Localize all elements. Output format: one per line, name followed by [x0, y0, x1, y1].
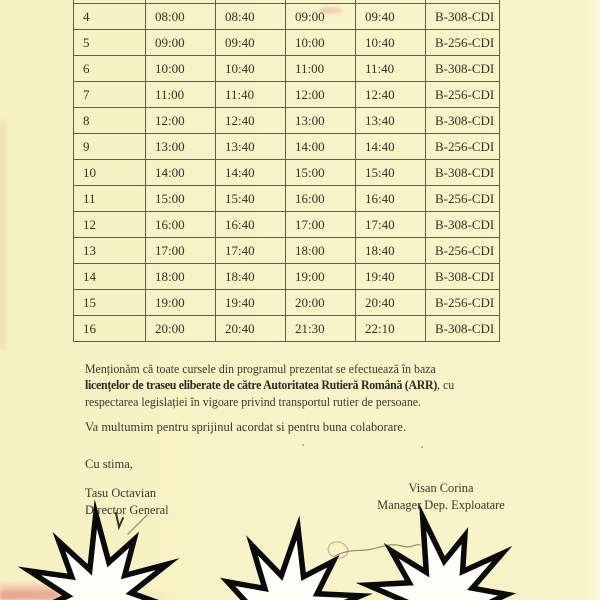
table-cell: 17:40: [216, 238, 286, 264]
table-cell: 20:00: [286, 290, 356, 316]
table-cell: 10:40: [356, 30, 426, 56]
table-cell: B-308-CDI: [426, 316, 500, 342]
table-cell: B-256-CDI: [426, 30, 500, 56]
redaction-star: [368, 517, 513, 600]
table-cell: 22:10: [356, 316, 426, 342]
table-cell: 12: [74, 212, 146, 238]
table-cell: 09:00: [286, 4, 356, 30]
table-cell: 14:00: [146, 160, 216, 186]
table-cell: 16:00: [146, 212, 216, 238]
table-cell: 13:00: [146, 134, 216, 160]
table-cell: 08:00: [146, 4, 216, 30]
table-cell: B-308-CDI: [426, 56, 500, 82]
table-cell: 11:00: [146, 82, 216, 108]
table-cell: 11:40: [356, 56, 426, 82]
table-cell: 09:00: [146, 30, 216, 56]
table-cell: 6: [74, 56, 146, 82]
table-cell: 10:00: [146, 56, 216, 82]
table-cell: 12:00: [146, 108, 216, 134]
table-cell: 11:40: [216, 82, 286, 108]
table-cell: 15:00: [286, 160, 356, 186]
table-cell: 11: [74, 186, 146, 212]
table-cell: 15: [74, 290, 146, 316]
table-cell: 14:00: [286, 134, 356, 160]
table-cell: B-308-CDI: [426, 212, 500, 238]
redaction-stars: [29, 514, 512, 600]
table-cell: 12:00: [286, 82, 356, 108]
table-cell: B-308-CDI: [426, 264, 500, 290]
redaction-star: [29, 514, 167, 600]
table-cell: B-256-CDI: [426, 134, 500, 160]
table-cell: 4: [74, 4, 146, 30]
closing-line: Cu stima,: [85, 457, 133, 471]
table-cell: 18:40: [356, 238, 426, 264]
table-cell: 15:40: [216, 186, 286, 212]
table-cell: 8: [74, 108, 146, 134]
table-cell: 16:40: [216, 212, 286, 238]
table-cell: 17:00: [146, 238, 216, 264]
table-cell: 13:40: [356, 108, 426, 134]
table-cell: 10:00: [286, 30, 356, 56]
table-cell: 19:40: [216, 290, 286, 316]
signer-name: Visan Corina: [408, 481, 474, 495]
table-cell: 09:40: [216, 30, 286, 56]
signer-name: Tasu Octavian: [85, 486, 157, 500]
table-cell: B-256-CDI: [426, 290, 500, 316]
pen-marks: [116, 444, 423, 560]
table-cell: 10: [74, 160, 146, 186]
table-cell: B-256-CDI: [426, 238, 500, 264]
table-cell: 19:00: [146, 290, 216, 316]
table-cell: 12:40: [356, 82, 426, 108]
table-cell: 16:00: [286, 186, 356, 212]
table-cell: 20:00: [146, 316, 216, 342]
table-cell: 20:40: [356, 290, 426, 316]
table-cell: 15:00: [146, 186, 216, 212]
table-cell: 15:40: [356, 160, 426, 186]
table-cell: 5: [74, 30, 146, 56]
table-cell: 16: [74, 316, 146, 342]
table-cell: 18:40: [216, 264, 286, 290]
table-cell: 14: [74, 264, 146, 290]
table-cell: 18:00: [286, 238, 356, 264]
table-cell: 17:00: [286, 212, 356, 238]
signer-title: Manager Dep. Exploatare: [377, 497, 505, 512]
table-cell: 18:00: [146, 264, 216, 290]
table-cell: 10:40: [216, 56, 286, 82]
paragraph-text: , cu: [437, 378, 455, 393]
table-cell: 19:40: [356, 264, 426, 290]
paragraph-bold-text: licențelor de traseu eliberate de către Autoritatea Rutieră Română (ARR): [85, 378, 438, 393]
table-cell: B-308-CDI: [426, 108, 500, 134]
paragraph-text: respectarea legislației în vigoare privind transportul rutier de persoane.: [85, 394, 422, 409]
table-cell: 21:30: [286, 316, 356, 342]
table-cell: B-308-CDI: [426, 4, 500, 30]
table-cell: 13: [74, 238, 146, 264]
paragraph-text: Menționăm că toate cursele din programul prezentat se efectuează în baza: [85, 362, 436, 376]
table-cell: 13:40: [216, 134, 286, 160]
thanks-line: Va multumim pentru sprijinul acordat si pentru buna colaborare.: [85, 420, 407, 434]
table-cell: 19:00: [286, 264, 356, 290]
redaction-star: [214, 528, 361, 600]
table-cell: 9: [74, 134, 146, 160]
table-cell: 7: [74, 82, 146, 108]
table-cell: 14:40: [216, 160, 286, 186]
signer-title: Director General: [85, 502, 169, 517]
table-cell: 17:40: [356, 212, 426, 238]
table-cell: 12:40: [216, 108, 286, 134]
table-cell: B-256-CDI: [426, 186, 500, 212]
table-cell: 16:40: [356, 186, 426, 212]
table-cell: B-256-CDI: [426, 82, 500, 108]
table-cell: 09:40: [356, 4, 426, 30]
table-cell: 13:00: [286, 108, 356, 134]
table-cell: 08:40: [216, 4, 286, 30]
table-cell: B-308-CDI: [426, 160, 500, 186]
table-cell: 11:00: [286, 56, 356, 82]
table-cell: 14:40: [356, 134, 426, 160]
table-cell: 20:40: [216, 316, 286, 342]
